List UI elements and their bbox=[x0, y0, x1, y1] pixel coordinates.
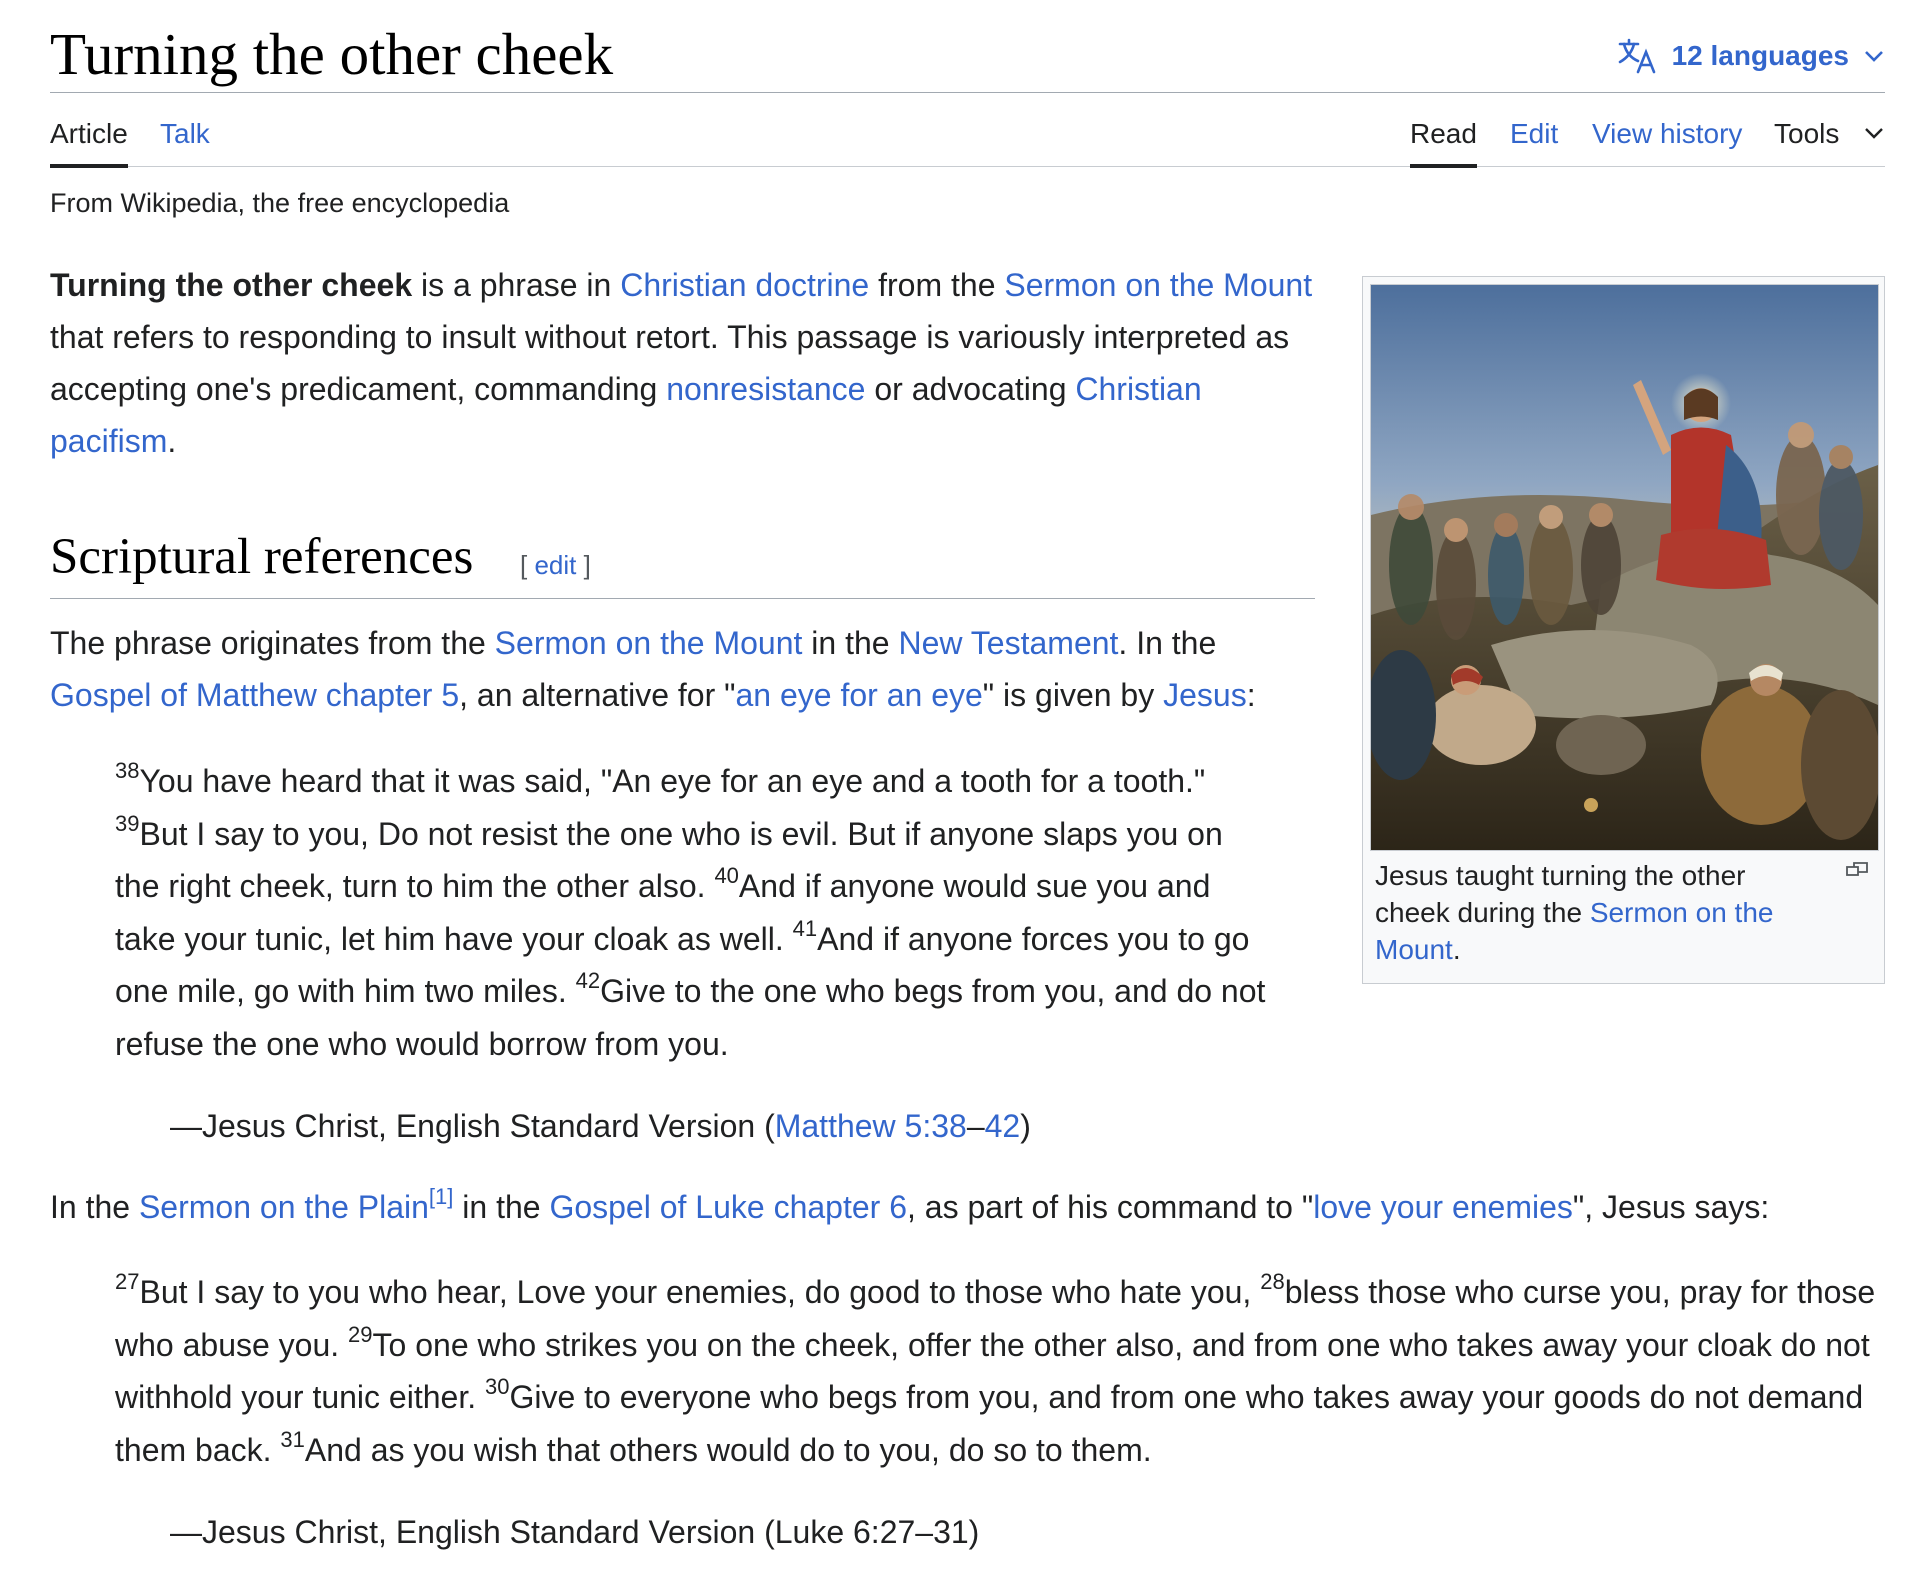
tab-edit[interactable]: Edit bbox=[1510, 118, 1559, 149]
verse-number: 30 bbox=[484, 1374, 510, 1400]
text: in the bbox=[802, 625, 899, 661]
text: – bbox=[966, 1108, 985, 1144]
section-edit-link[interactable]: edit bbox=[534, 550, 577, 580]
text: In the bbox=[50, 1189, 139, 1225]
verse-text: And as you wish that others would do to you, do so to them. bbox=[304, 1431, 1152, 1468]
text: from the bbox=[869, 267, 1005, 303]
tab-article[interactable]: Article bbox=[50, 116, 128, 152]
link-love-your-enemies[interactable]: love your enemies bbox=[1313, 1189, 1573, 1225]
verse-number: 31 bbox=[280, 1426, 305, 1452]
verse-text: bless those who curse you, pray for those who abuse you. bbox=[115, 1274, 1876, 1363]
caption-text: Jesus taught turning the other cheek during the bbox=[1375, 860, 1746, 928]
chevron-down-icon bbox=[1863, 49, 1885, 63]
translate-icon bbox=[1618, 38, 1658, 74]
verse-number: 42 bbox=[575, 968, 601, 994]
origin-paragraph bbox=[50, 617, 1320, 721]
text: ) bbox=[1020, 1108, 1031, 1144]
intro-paragraph bbox=[50, 259, 1320, 467]
verse-text: But I say to you who hear, Love your enemies, do good to those who hate you, bbox=[139, 1274, 1261, 1310]
link-new-testament[interactable]: New Testament bbox=[898, 625, 1119, 661]
text: —Jesus Christ, English Standard Version ( bbox=[170, 1108, 775, 1144]
link-sermon-on-the-mount[interactable]: Sermon on the Mount bbox=[1004, 267, 1313, 303]
text: or advocating bbox=[865, 371, 1076, 407]
link-gospel-of-luke-6[interactable]: Gospel of Luke chapter 6 bbox=[549, 1189, 907, 1225]
page-title: Turning the other cheek bbox=[50, 21, 614, 87]
verse-text: You have heard that it was said, "An eye for an eye and a tooth for a tooth." bbox=[139, 763, 1206, 799]
tab-view-history[interactable]: View history bbox=[1592, 118, 1743, 149]
bracket: ] bbox=[576, 550, 591, 580]
link-christian-pacifism[interactable]: Christian pacifism bbox=[50, 371, 1202, 459]
reference-link[interactable]: [1] bbox=[428, 1184, 454, 1210]
verse-number: 41 bbox=[792, 915, 818, 941]
verse-text: To one who strikes you on the cheek, offer the other also, and from one who takes away your cloak do not withhold your tunic either. bbox=[115, 1326, 1870, 1415]
verse-text: Give to the one who begs from you, and do not refuse the one who would borrow from you. bbox=[115, 973, 1266, 1062]
verse-text: But I say to you, Do not resist the one who is evil. But if anyone slaps you on the right cheek, turn to him the other also. bbox=[115, 815, 1223, 904]
luke-blockquote bbox=[115, 1266, 1910, 1476]
text: , an alternative for " bbox=[459, 677, 736, 713]
text: in the bbox=[453, 1189, 550, 1225]
link-sermon-on-the-plain[interactable]: Sermon on the Plain bbox=[138, 1189, 429, 1225]
text: that refers to responding to insult without retort. This passage is variously interpreted as accepting one's predicament, commanding bbox=[50, 319, 1290, 407]
text: : bbox=[1246, 677, 1256, 713]
title-bar bbox=[50, 14, 1885, 93]
verse-text: And if anyone would sue you and take your tunic, let him have your cloak as well. bbox=[115, 868, 1211, 957]
verse-number: 28 bbox=[1260, 1269, 1285, 1295]
bold-term: Turning the other cheek bbox=[50, 267, 413, 303]
tab-read[interactable]: Read bbox=[1410, 116, 1477, 152]
link-sermon-on-the-mount[interactable]: Sermon on the Mount bbox=[1375, 897, 1774, 965]
text: " is given by bbox=[982, 677, 1164, 713]
verse-number: 27 bbox=[115, 1269, 140, 1295]
image-thumbnail bbox=[1362, 276, 1885, 984]
verse-number: 29 bbox=[348, 1321, 373, 1347]
language-count: 12 languages bbox=[1671, 40, 1849, 71]
text: The phrase originates from the bbox=[50, 625, 495, 661]
thumbnail-caption bbox=[1375, 857, 1795, 968]
text: . In the bbox=[1118, 625, 1217, 661]
verse-number: 39 bbox=[115, 810, 140, 836]
section-edit bbox=[520, 550, 591, 581]
tab-talk[interactable]: Talk bbox=[160, 118, 210, 149]
verse-text: Give to everyone who begs from you, and from one who takes away your goods do not demand them back. bbox=[115, 1379, 1864, 1468]
link-sermon-on-the-mount[interactable]: Sermon on the Mount bbox=[494, 625, 803, 661]
luke-citation: —Jesus Christ, English Standard Version (Luke 6:27–31) bbox=[170, 1514, 980, 1550]
language-button[interactable] bbox=[1618, 36, 1885, 76]
link-an-eye-for-an-eye[interactable]: an eye for an eye bbox=[735, 677, 983, 713]
text: . bbox=[167, 423, 177, 459]
link-matthew-5-38[interactable]: Matthew 5:38 bbox=[774, 1108, 967, 1144]
text: is a phrase in bbox=[412, 267, 621, 303]
section-title: Scriptural references bbox=[50, 529, 474, 585]
enlarge-icon[interactable] bbox=[1846, 861, 1868, 882]
link-nonresistance[interactable]: nonresistance bbox=[666, 371, 866, 407]
text: ", Jesus says: bbox=[1572, 1189, 1770, 1225]
text: , as part of his command to " bbox=[907, 1189, 1314, 1225]
link-matthew-5-42[interactable]: 42 bbox=[984, 1108, 1021, 1144]
site-tagline: From Wikipedia, the free encyclopedia bbox=[50, 188, 510, 218]
luke-paragraph bbox=[50, 1181, 1910, 1233]
link-jesus[interactable]: Jesus bbox=[1163, 677, 1247, 713]
chevron-down-icon[interactable] bbox=[1863, 126, 1885, 145]
matthew-blockquote bbox=[115, 755, 1270, 1070]
link-christian-doctrine[interactable]: Christian doctrine bbox=[620, 267, 870, 303]
tab-tools[interactable]: Tools bbox=[1774, 118, 1840, 149]
bracket: [ bbox=[520, 550, 535, 580]
page-tabs bbox=[50, 92, 1885, 167]
verse-text: And if anyone forces you to go one mile, go with him two miles. bbox=[115, 920, 1250, 1009]
verse-number: 40 bbox=[714, 863, 739, 889]
sermon-on-the-mount-painting[interactable] bbox=[1370, 284, 1879, 851]
verse-number: 38 bbox=[115, 758, 140, 784]
matthew-citation bbox=[170, 1104, 1031, 1148]
caption-text: . bbox=[1452, 934, 1461, 965]
link-gospel-of-matthew-5[interactable]: Gospel of Matthew chapter 5 bbox=[50, 677, 460, 713]
section-heading bbox=[50, 524, 1315, 599]
